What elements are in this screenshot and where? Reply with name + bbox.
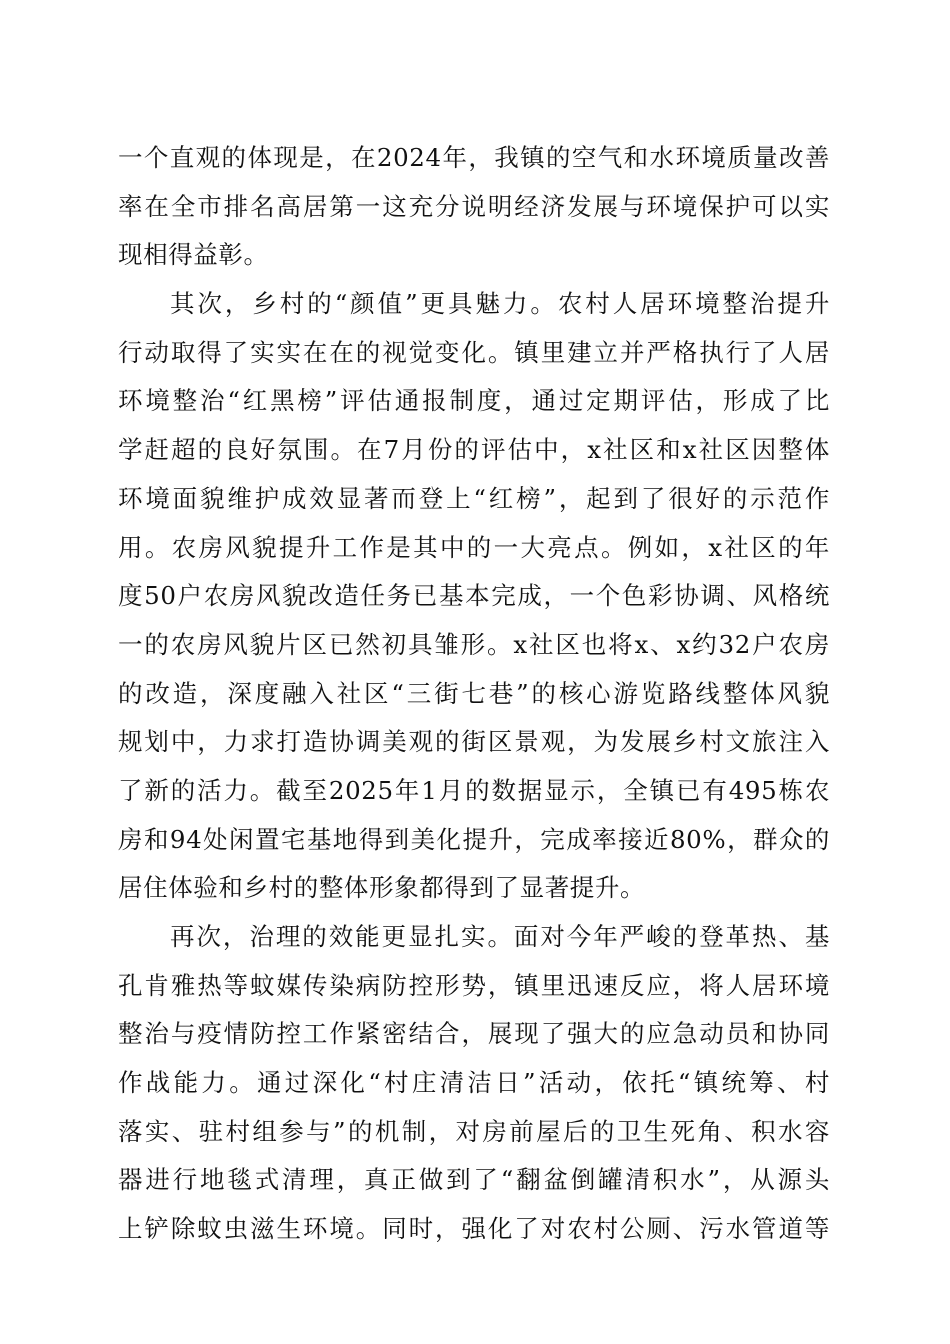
paragraph-line: 现相得益彰。 [118,240,269,270]
paragraph-line: 居住体验和乡村的整体形象都得到了显著提升。 [118,873,646,903]
paragraph-line: 率在全市排名高居第一这充分说明经济发展与环境保护可以实 [118,191,830,221]
paragraph-line: 环境整治“红黑榜”评估通报制度，通过定期评估，形成了比 [118,386,830,416]
paragraph-line: 房和94处闲置宅基地得到美化提升，完成率接近80%，群众的 [118,824,830,854]
paragraph-line: 器进行地毯式清理，真正做到了“翻盆倒罐清积水”，从源头 [118,1165,830,1195]
paragraph-line: 度50户农房风貌改造任务已基本完成，一个色彩协调、风格统 [118,581,830,611]
paragraph-line: 环境面貌维护成效显著而登上“红榜”，起到了很好的示范作 [118,483,830,513]
paragraph-line: 落实、驻村组参与”的机制，对房前屋后的卫生死角、积水容 [118,1116,830,1146]
paragraph-line: 一的农房风貌片区已然初具雏形。x社区也将x、x约32户农房 [118,629,830,659]
paragraph-line: 其次，乡村的“颜值”更具魅力。农村人居环境整治提升 [170,289,830,319]
paragraph-line: 作战能力。通过深化“村庄清洁日”活动，依托“镇统筹、村 [118,1068,830,1098]
paragraph-line: 学赶超的良好氛围。在7月份的评估中，x社区和x社区因整体 [118,435,830,465]
paragraph-line: 规划中，力求打造协调美观的街区景观，为发展乡村文旅注入 [118,727,830,757]
document-body [118,134,830,1254]
paragraph-line: 了新的活力。截至2025年1月的数据显示，全镇已有495栋农 [118,775,830,805]
paragraph-line: 孔肯雅热等蚊媒传染病防控形势，镇里迅速反应，将人居环境 [118,970,830,1000]
paragraph-line: 整治与疫情防控工作紧密结合，展现了强大的应急动员和协同 [118,1019,830,1049]
paragraph-line: 一个直观的体现是，在2024年，我镇的空气和水环境质量改善 [118,143,830,172]
paragraph-line: 再次，治理的效能更显扎实。面对今年严峻的登革热、基 [170,922,830,951]
paragraph-line: 上铲除蚊虫滋生环境。同时，强化了对农村公厕、污水管道等 [118,1214,830,1244]
paragraph-line: 用。农房风貌提升工作是其中的一大亮点。例如，x社区的年 [118,532,830,562]
paragraph-line: 的改造，深度融入社区“三街七巷”的核心游览路线整体风貌 [118,678,830,708]
paragraph-line: 行动取得了实实在在的视觉变化。镇里建立并严格执行了人居 [118,337,830,367]
